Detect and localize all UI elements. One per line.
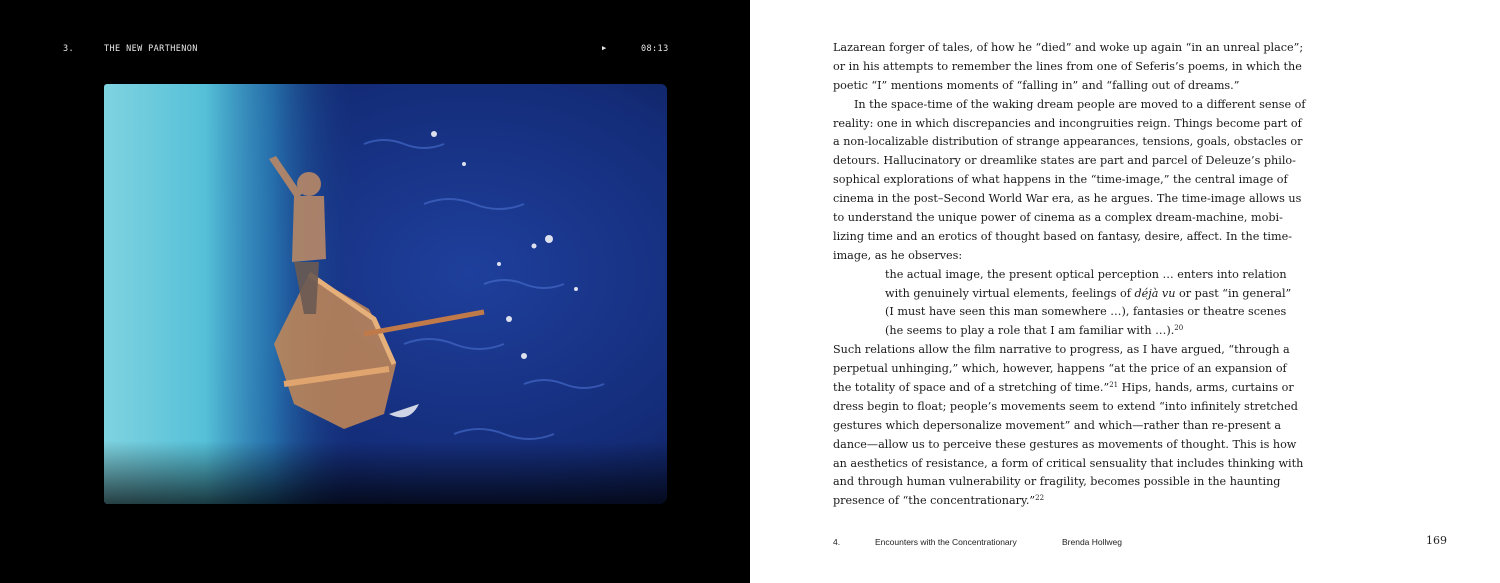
text-run: a non-localizable distribution of strange appearances, tensions, goals, obstacles or bbox=[833, 135, 1303, 149]
text-run: (he seems to play a role that I am familiar with …). bbox=[885, 324, 1175, 338]
text-run: and through human vulnerability or fragility, becomes possible in the haunting bbox=[833, 475, 1281, 489]
text-line bbox=[833, 417, 1282, 436]
footnote-ref: 22 bbox=[1035, 494, 1045, 503]
text-line bbox=[833, 152, 1296, 171]
block-quote-line bbox=[833, 303, 1287, 322]
text-line bbox=[833, 341, 1290, 360]
text-line bbox=[833, 96, 1306, 115]
text-line bbox=[833, 436, 1297, 455]
block-quote-line bbox=[833, 322, 1253, 341]
text-run: Hips, hands, arms, curtains or bbox=[1118, 381, 1294, 395]
text-line bbox=[833, 115, 1302, 134]
italic-term: déjà vu bbox=[1134, 286, 1176, 300]
footnote-ref: 21 bbox=[1109, 381, 1119, 390]
text-run: or in his attempts to remember the lines from one of Seferis’s poems, in which the bbox=[833, 59, 1302, 73]
text-line bbox=[833, 492, 1253, 511]
text-run: lizing time and an erotics of thought based on fantasy, desire, affect. In the time- bbox=[833, 229, 1292, 243]
play-icon: ▶ bbox=[602, 44, 607, 52]
text-run: dance—allow us to perceive these gestures as movements of thought. This is how bbox=[833, 437, 1297, 451]
text-line bbox=[833, 360, 1287, 379]
block-quote-line bbox=[833, 266, 1287, 285]
text-run: In the space-time of the waking dream people are moved to a different sense of bbox=[854, 97, 1306, 111]
text-run: or past “in general” bbox=[1175, 286, 1292, 300]
text-run: Such relations allow the film narrative to progress, as I have argued, “through a bbox=[833, 343, 1290, 357]
text-run: dress begin to float; people’s movements seem to extend “into infinitely stretched bbox=[833, 399, 1298, 413]
text-run: cinema in the post–Second World War era, as he argues. The time-image allows us bbox=[833, 192, 1302, 206]
footer-section-number: 4. bbox=[833, 537, 841, 547]
text-line bbox=[833, 228, 1292, 247]
text-run: an aesthetics of resistance, a form of critical sensuality that includes thinking with bbox=[833, 456, 1304, 470]
text-line bbox=[833, 171, 1288, 190]
chapter-title: THE NEW PARTHENON bbox=[104, 44, 198, 54]
text-line bbox=[833, 77, 1253, 96]
text-run: poetic “I” mentions moments of “falling in” and “falling out of dreams.” bbox=[833, 78, 1240, 92]
text-run: Lazarean forger of tales, of how he “died” and woke up again “in an unreal place”; bbox=[833, 41, 1304, 54]
text-run: sophical explorations of what happens in the “time-image,” the central image of bbox=[833, 173, 1288, 187]
text-run: image, as he observes: bbox=[833, 248, 963, 262]
text-line bbox=[833, 455, 1304, 474]
text-run: (I must have seen this man somewhere …), fantasies or theatre scenes bbox=[885, 305, 1287, 319]
text-line bbox=[833, 379, 1294, 398]
text-line bbox=[833, 133, 1303, 152]
text-run: presence of “the concentrationary.” bbox=[833, 494, 1036, 508]
text-run: gestures which depersonalize movement” and which—rather than re-present a bbox=[833, 418, 1282, 432]
footer-author: Brenda Hollweg bbox=[1062, 537, 1123, 547]
text-line bbox=[833, 58, 1302, 77]
text-line bbox=[833, 39, 1304, 58]
text-line bbox=[833, 209, 1283, 228]
page-number: 169 bbox=[1426, 534, 1447, 547]
chapter-number: 3. bbox=[63, 44, 75, 54]
film-still-image bbox=[104, 84, 667, 504]
block-quote-line bbox=[833, 285, 1292, 304]
text-run: perpetual unhinging,” which, however, happens “at the price of an expansion of bbox=[833, 362, 1287, 376]
text-run: with genuinely virtual elements, feelings of bbox=[885, 286, 1135, 300]
footer-section-title: Encounters with the Concentrationary bbox=[875, 537, 1017, 547]
body-text bbox=[833, 39, 1306, 511]
text-line bbox=[833, 247, 1253, 266]
text-run: reality: one in which discrepancies and incongruities reign. Things become part of bbox=[833, 116, 1302, 130]
text-line bbox=[833, 398, 1298, 417]
text-run: the actual image, the present optical perception … enters into relation bbox=[885, 267, 1287, 281]
text-line bbox=[833, 190, 1302, 209]
text-run: to understand the unique power of cinema as a complex dream-machine, mobi- bbox=[833, 211, 1283, 225]
text-line bbox=[833, 473, 1281, 492]
text-run: the totality of space and of a stretching of time.” bbox=[833, 381, 1110, 395]
timecode: 08:13 bbox=[641, 44, 669, 54]
text-run: detours. Hallucinatory or dreamlike states are part and parcel of Deleuze’s philo- bbox=[833, 154, 1296, 168]
footnote-ref: 20 bbox=[1174, 324, 1184, 333]
